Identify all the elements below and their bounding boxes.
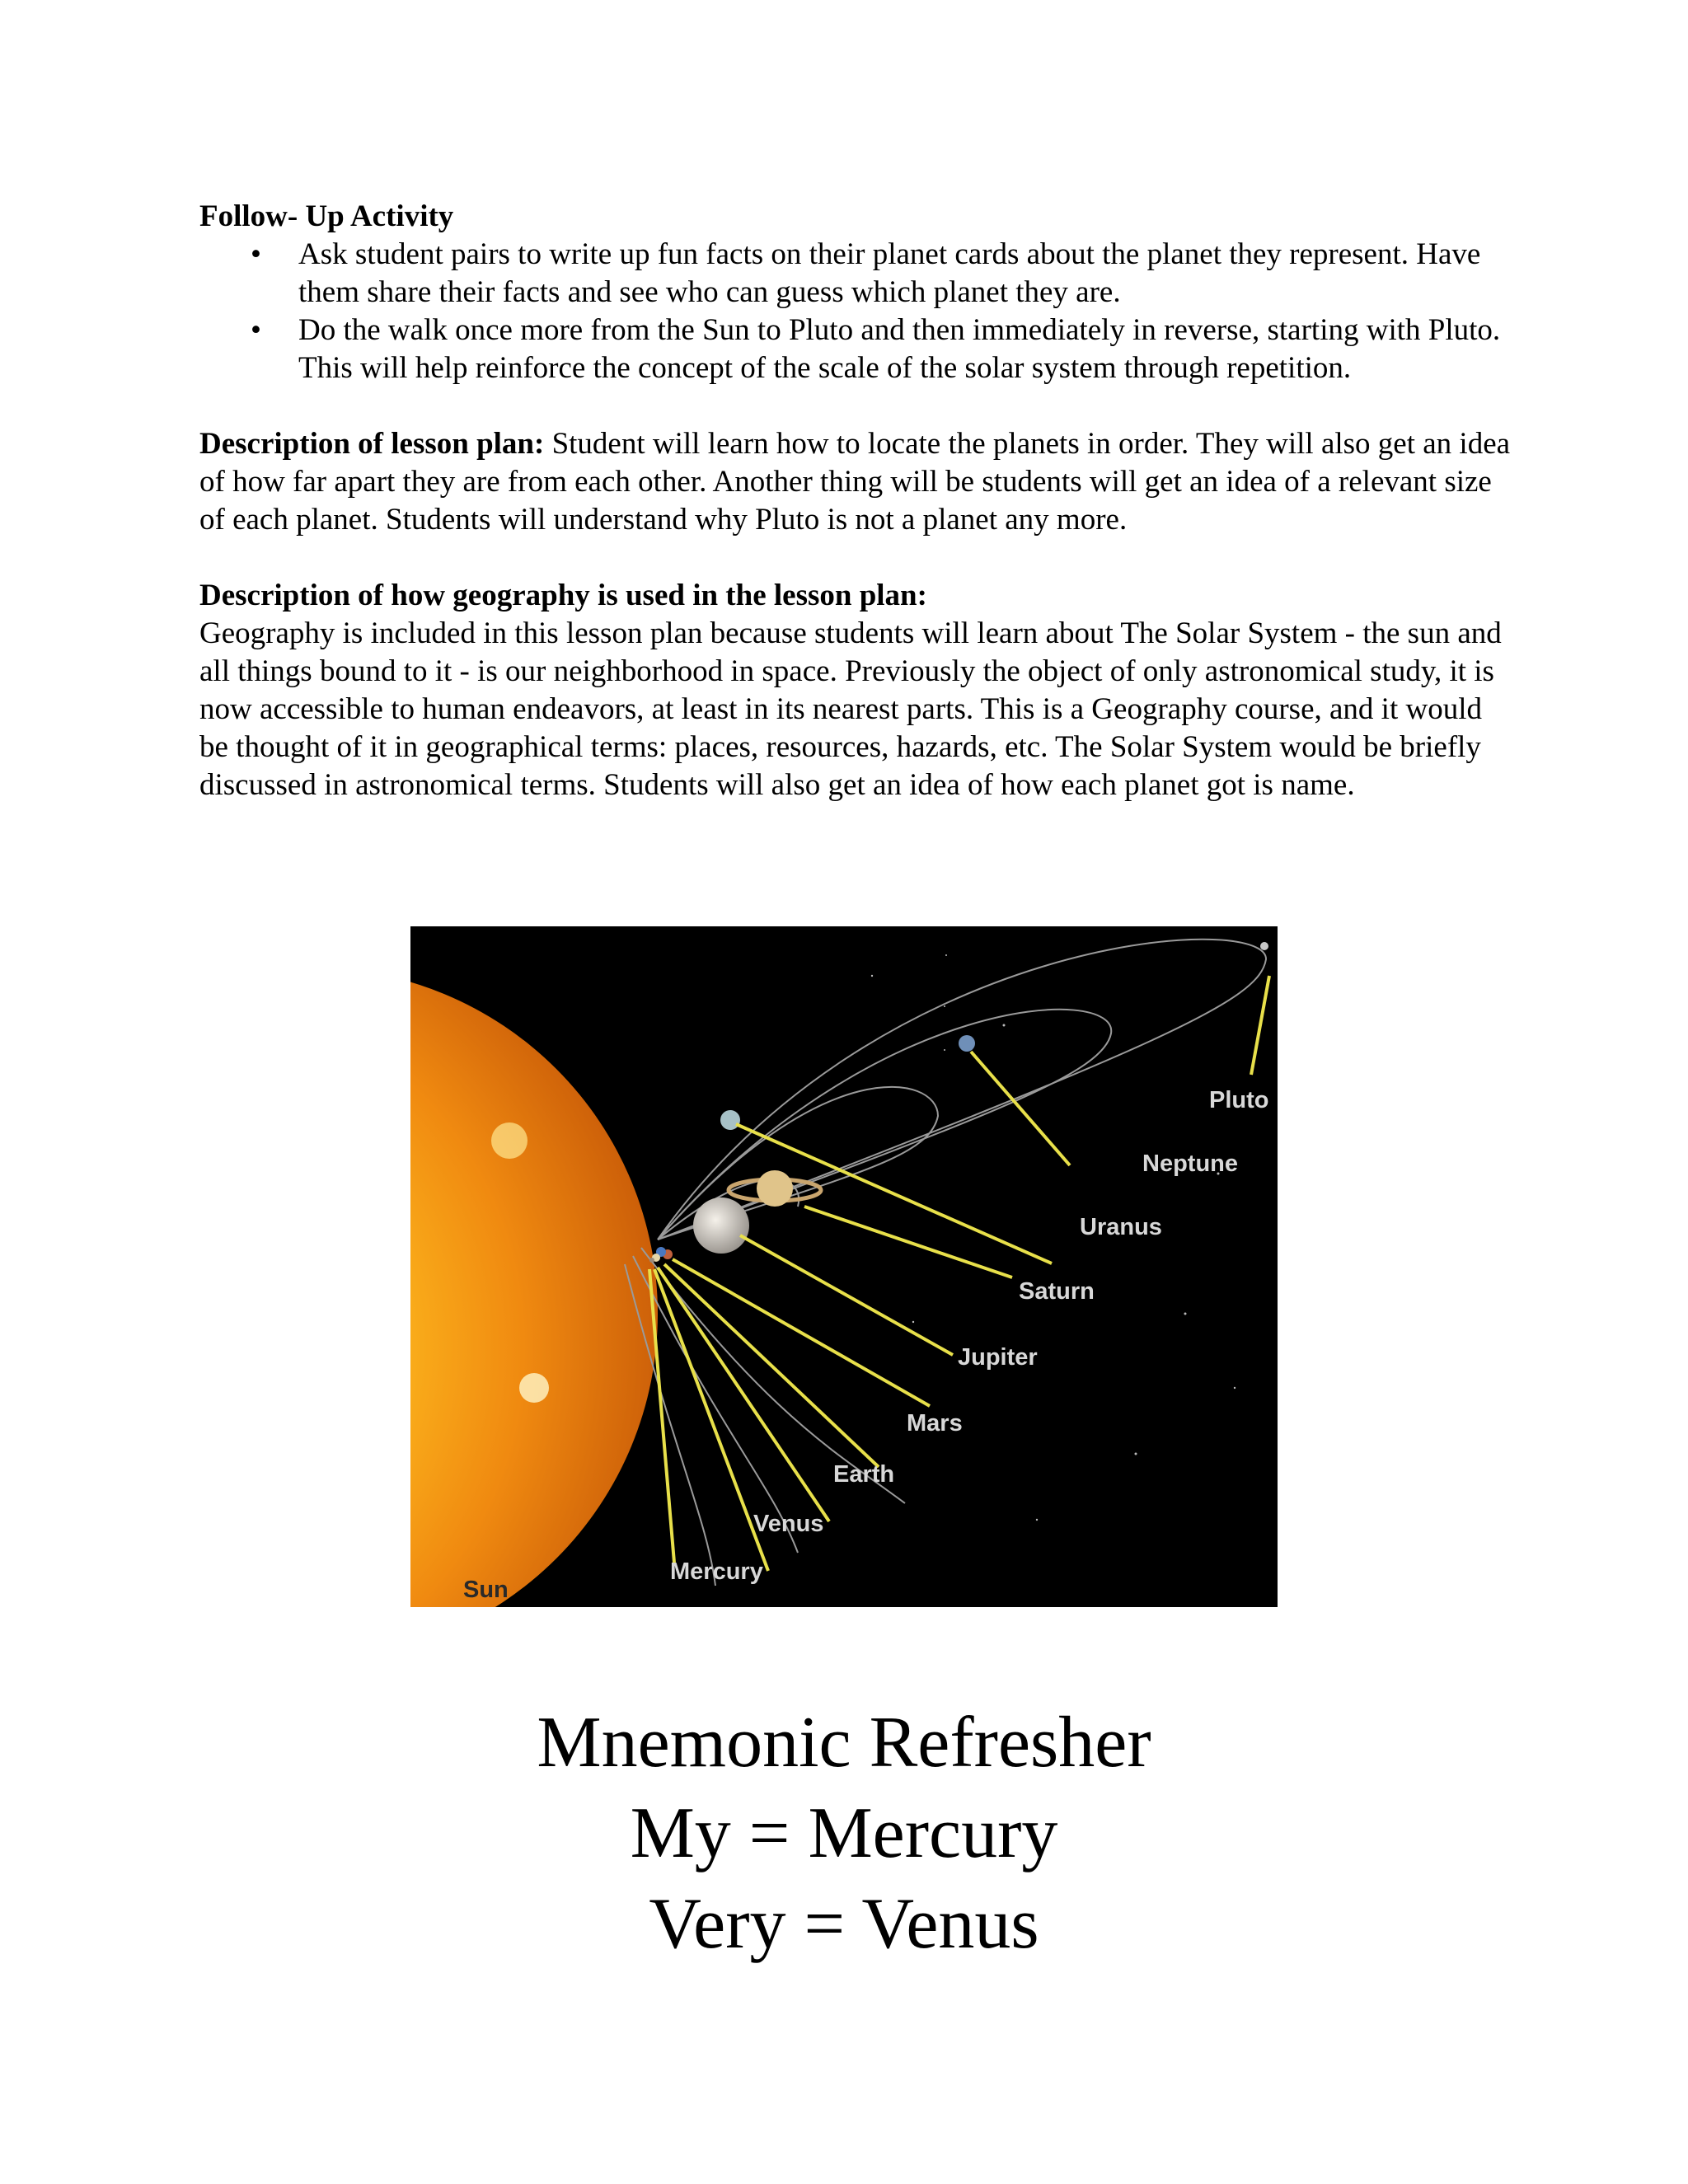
venus-label: Venus <box>753 1511 824 1537</box>
follow-up-list <box>199 236 1518 387</box>
solar-system-figure <box>410 926 1278 1607</box>
solar-system-image <box>410 926 1278 1607</box>
jupiter-planet <box>693 1197 749 1254</box>
uranus-planet <box>720 1110 740 1130</box>
bullet-text: Do the walk once more from the Sun to Pluto and then immediately in reverse, starting with Pluto. This will help reinforce the concept of the scale of the solar system through repetition. <box>298 313 1501 385</box>
lesson-description <box>199 425 1518 539</box>
bullet-icon: • <box>251 313 261 347</box>
mercury-label: Mercury <box>670 1558 763 1585</box>
saturn-planet <box>757 1170 793 1207</box>
saturn-label: Saturn <box>1019 1278 1095 1305</box>
mercury-planet <box>649 1258 654 1263</box>
bullet-icon: • <box>251 237 261 271</box>
sun-label: Sun <box>463 1577 509 1603</box>
list-item <box>199 236 1518 312</box>
mnemonic-title: Mnemonic Refresher <box>537 1703 1151 1783</box>
list-item <box>199 312 1518 387</box>
neptune-planet <box>959 1035 975 1052</box>
mnemonic-line: Very = Venus <box>649 1884 1039 1964</box>
uranus-label: Uranus <box>1080 1214 1162 1240</box>
geography-heading: Description of how geography is used in the lesson plan: <box>199 579 927 612</box>
mnemonic-line: My = Mercury <box>630 1793 1058 1873</box>
lesson-description-text: Student will learn how to locate the planets in order. They will also get an idea of how far apart they are from each other. Another thing will be students will get an idea of a relevant size of each planet. Students will understand why Pluto is not a planet any more. <box>199 427 1511 537</box>
lesson-description-label: Description of lesson plan: <box>199 427 545 461</box>
jupiter-label: Jupiter <box>958 1344 1038 1371</box>
document-body <box>199 198 1518 804</box>
follow-up-heading: Follow- Up Activity <box>199 199 454 233</box>
geography-description-text: Geography is included in this lesson plan because students will learn about The Solar System - the sun and all things bound to it - is our neighborhood in space. Previously the object of only astronomical study, it is now accessible to human endeavors, at least in its nearest parts. This is a Geography course, and it would be thought of it in geographical terms: places, resources, hazards, etc. The Solar System would be briefly discussed in astronomical terms. Students will also get an idea of how each planet got is name. <box>199 616 1502 802</box>
mars-label: Mars <box>907 1410 963 1436</box>
neptune-label: Neptune <box>1142 1151 1238 1177</box>
bullet-text: Ask student pairs to write up fun facts on their planet cards about the planet they represent. Have them share their facts and see who can guess which planet they are. <box>298 237 1481 309</box>
pluto-planet <box>1260 942 1268 950</box>
earth-label: Earth <box>833 1461 895 1488</box>
mnemonic-section <box>0 1698 1688 1970</box>
pluto-label: Pluto <box>1209 1087 1269 1113</box>
